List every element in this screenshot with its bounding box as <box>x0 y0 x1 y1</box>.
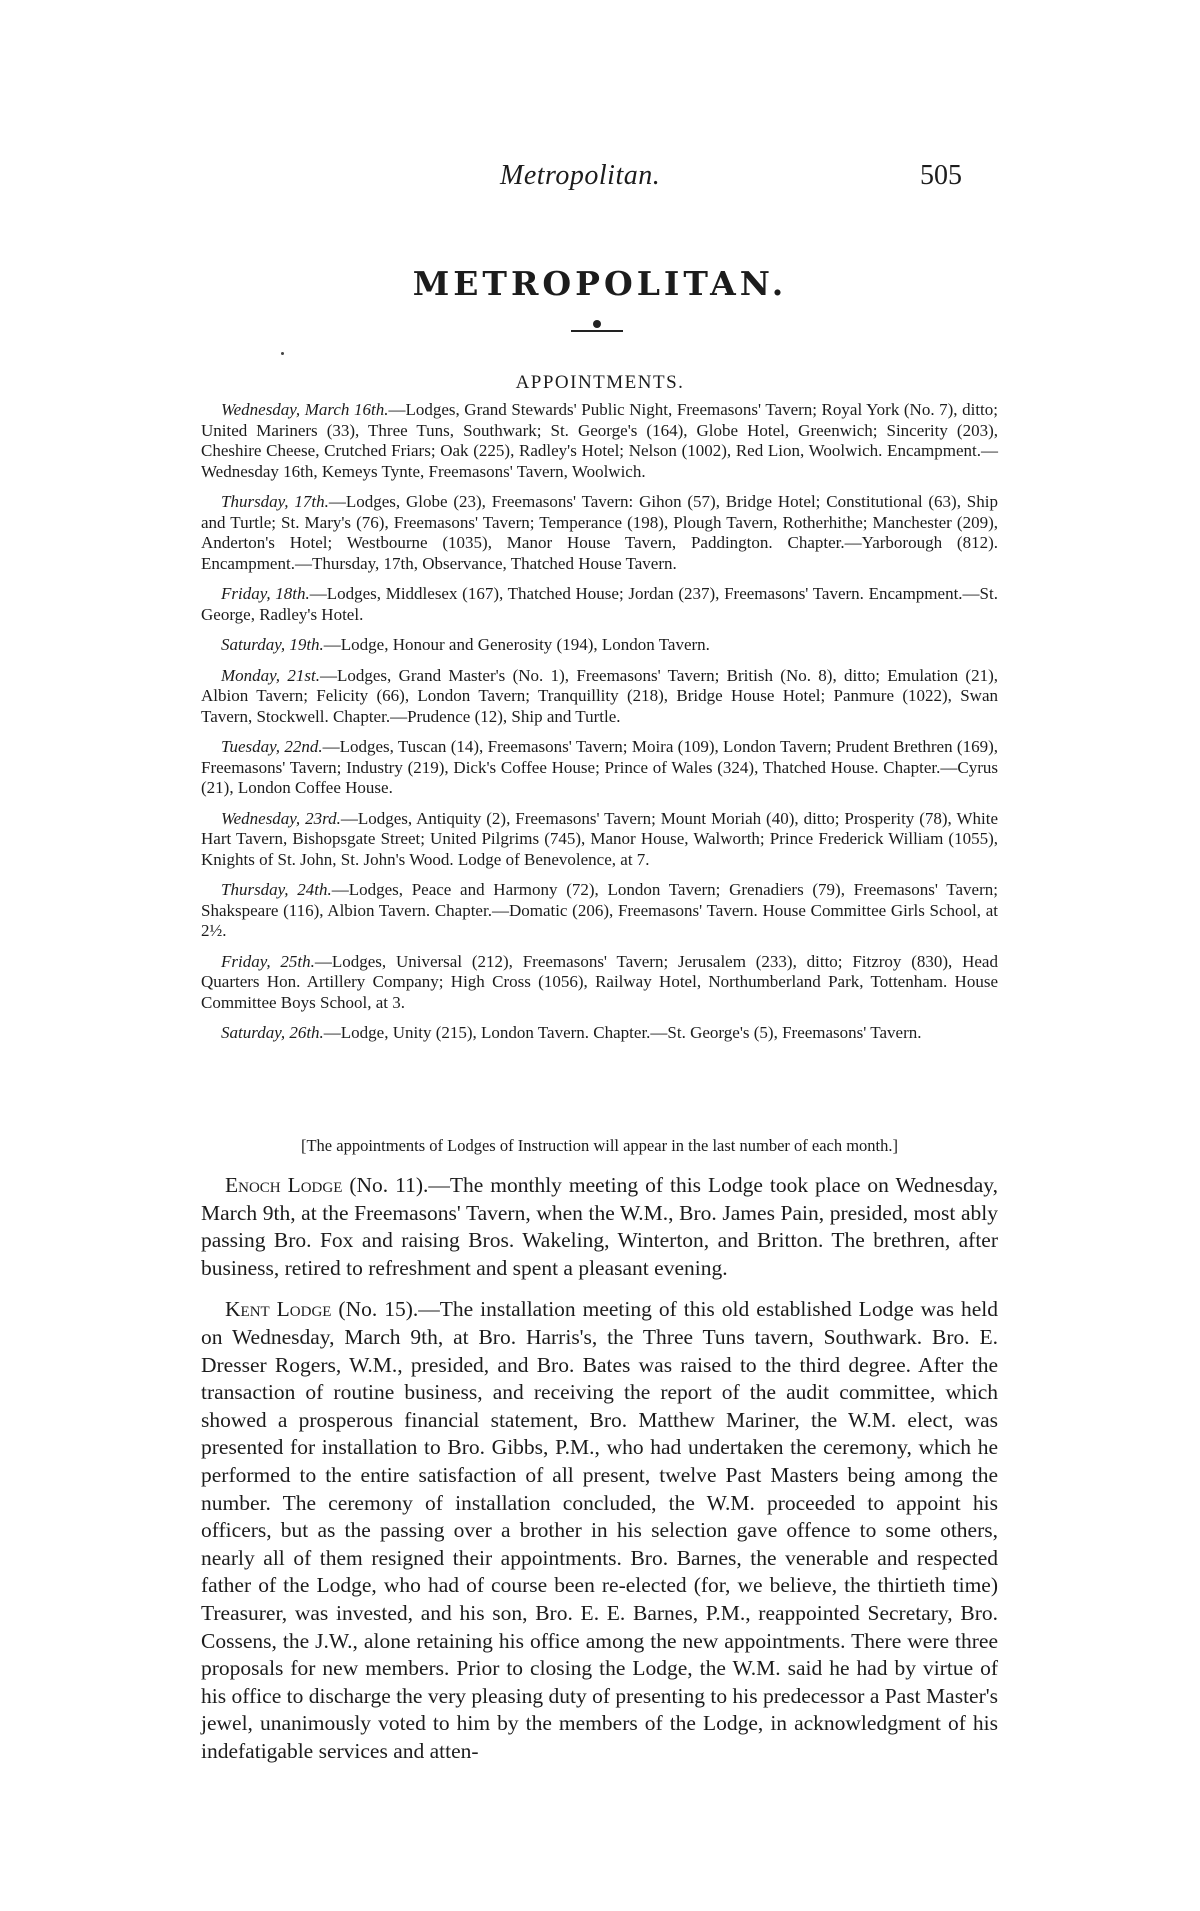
appointment-entry <box>201 666 998 728</box>
appointment-text: —Lodges, Globe (23), Freemasons' Tavern: Gihon (57), Bridge Hotel; Constitutional (63), Ship and Turtle; St. Mary's (76), Freemasons' Tavern; Temperance (198), Plough Tavern, Rotherhithe; Manchester (209), Anderton's Hotel; Westbourne (1035), Manor House Tavern, Paddington. Chapter.—Yarborough (812). Encampment.—Thursday, 17th, Observance, Thatched House Tavern. <box>201 492 998 573</box>
appointment-entry <box>201 400 998 482</box>
appointments-heading: APPOINTMENTS. <box>515 372 685 393</box>
appointment-text: —Lodges, Universal (212), Freemasons' Tavern; Jerusalem (233), ditto; Fitzroy (830), Head Quarters Hon. Artillery Company; High Cross (1056), Railway Hotel, Northumberland Park, Tottenham. House Committee Boys School, at 3. <box>201 951 998 1012</box>
appointment-text: —Lodges, Middlesex (167), Thatched House; Jordan (237), Freemasons' Tavern. Encampment.—St. George, Radley's Hotel. <box>201 584 998 624</box>
appointment-day: Saturday, 26th. <box>221 1023 324 1042</box>
appointment-text: —Lodges, Antiquity (2), Freemasons' Tavern; Mount Moriah (40), ditto; Prosperity (78), White Hart Tavern, Bishopsgate Street; United Pilgrims (745), Manor House, Walworth; Prince Frederick William (1055), Knights of St. John, St. John's Wood. Lodge of Benevolence, at 7. <box>201 808 998 869</box>
lodge-report-name: Kent Lodge <box>225 1297 332 1322</box>
appointment-entry <box>201 952 998 1014</box>
lodge-report-text: (No. 11).—The monthly meeting of this Lodge took place on Wednesday, March 9th, at the Freemasons' Tavern, when the W.M., Bro. James Pain, presided, most ably passing Bro. Fox and raising Bros. Wakeling, Winterton, and Britton. The brethren, after business, retired to refreshment and spent a pleasant evening. <box>201 1173 998 1280</box>
appointment-entry <box>201 737 998 799</box>
title-ornament-rule <box>571 330 623 332</box>
appointment-text: —Lodges, Grand Master's (No. 1), Freemasons' Tavern; British (No. 8), ditto; Emulation (21), Albion Tavern; Felicity (66), London Tavern; Tranquillity (218), Bridge House Hotel; Panmure (1022), Swan Tavern, Stockwell. Chapter.—Prudence (12), Ship and Turtle. <box>201 665 999 726</box>
page-number: 505 <box>920 160 962 191</box>
appointment-day: Monday, 21st. <box>221 665 320 685</box>
appointment-day: Wednesday, 23rd. <box>221 808 341 828</box>
appointment-day: Saturday, 19th. <box>221 635 324 654</box>
appointment-day: Tuesday, 22nd. <box>221 737 323 756</box>
lodge-report-name: Enoch Lodge <box>225 1173 343 1197</box>
lodge-report-text: (No. 15).—The installation meeting of this old established Lodge was held on Wednesday, March 9th, at Bro. Harris's, the Three Tuns tavern, Southwark. Bro. E. Dresser Rogers, W.M., presided, and Bro. Bates was raised to the third degree. After the transaction of routine business, and receiving the report of the audit committee, which showed a prosperous financial statement, Bro. Matthew Mariner, the W.M. elect, was presented for installation to Bro. Gibbs, P.M., who had undertaken the ceremony, which he performed to the entire satisfaction of all present, twelve Past Masters being among the number. The ceremony of installation concluded, the W.M. proceeded to appoint his officers, but as the passing over a brother in his selection gave offence to some others, nearly all of them resigned their appointments. Bro. Barnes, the venerable and respected father of the Lodge, who had of course been re-elected (for, we believe, the thirtieth time) Treasurer, was invested, and his son, Bro. E. E. Barnes, P.M., reappointed Secretary, Bro. Cossens, the J.W., alone retaining his office among the new appointments. There were three proposals for new members. Prior to closing the Lodge, the W.M. said he had by virtue of his office to discharge the very pleasing duty of presenting to his predecessor a Past Master's jewel, unanimously voted to him by the members of the Lodge, in acknowledgment of his indefatigable services and atten- <box>201 1297 998 1763</box>
appointment-entry <box>201 1023 998 1044</box>
stray-print-mark <box>281 352 284 355</box>
appointment-text: —Lodges, Peace and Harmony (72), London Tavern; Grenadiers (79), Freemasons' Tavern; Shakspeare (116), Albion Tavern. Chapter.—Domatic (206), Freemasons' Tavern. House Committee Girls School, at 2½. <box>201 880 998 940</box>
appointment-entry <box>201 492 998 574</box>
section-title: METROPOLITAN. <box>412 264 788 303</box>
appointment-entry <box>201 809 998 871</box>
lodge-report <box>201 1172 998 1282</box>
running-head-title: Metropolitan. <box>500 160 661 191</box>
appointment-entry <box>201 584 998 625</box>
appointment-text: —Lodge, Honour and Generosity (194), London Tavern. <box>323 635 710 654</box>
appointment-day: Friday, 18th. <box>221 584 310 603</box>
appointment-entry <box>201 880 998 942</box>
instruction-note: [The appointments of Lodges of Instruction will appear in the last number of each month.] <box>300 1136 899 1155</box>
appointment-text: —Lodges, Tuscan (14), Freemasons' Tavern; Moira (109), London Tavern; Prudent Brethren (169), Freemasons' Tavern; Industry (219), Dick's Coffee House; Prince of Wales (324), Thatched House. Chapter.—Cyrus (21), London Coffee House. <box>201 737 998 797</box>
appointments-list <box>201 400 998 1054</box>
appointment-entry <box>201 635 998 656</box>
lodge-report <box>201 1296 998 1765</box>
appointment-day: Wednesday, March 16th. <box>221 400 389 419</box>
lodge-reports <box>201 1172 998 1779</box>
appointment-day: Thursday, 24th. <box>221 880 332 899</box>
appointment-day: Thursday, 17th. <box>221 492 329 511</box>
title-ornament-dot <box>593 320 601 328</box>
running-head <box>0 160 1200 200</box>
appointment-text: —Lodge, Unity (215), London Tavern. Chapter.—St. George's (5), Freemasons' Tavern. <box>323 1023 922 1042</box>
appointment-day: Friday, 25th. <box>221 951 315 971</box>
appointment-text: —Lodges, Grand Stewards' Public Night, Freemasons' Tavern; Royal York (No. 7), ditto; United Mariners (33), Three Tuns, Southwark; St. George's (164), Globe Hotel, Greenwich; Sincerity (203), Cheshire Cheese, Crutched Friars; Oak (225), Radley's Hotel; Nelson (1002), Red Lion, Woolwich. Encampment.—Wednesday 16th, Kemeys Tynte, Freemasons' Tavern, Woolwich. <box>201 400 998 481</box>
